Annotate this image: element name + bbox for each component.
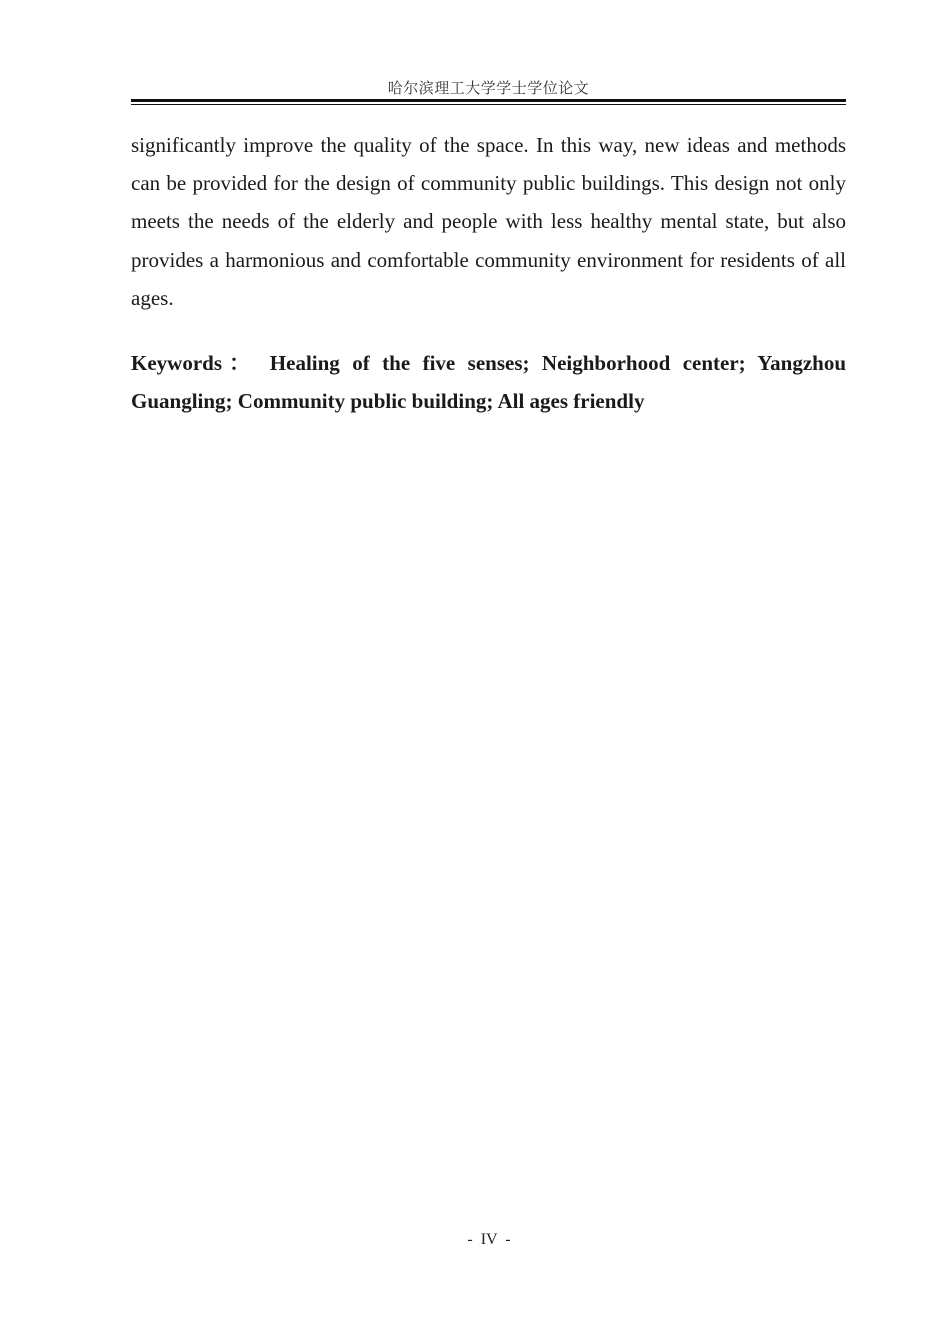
keywords-label: Keywords： (131, 351, 258, 375)
abstract-paragraph: significantly improve the quality of the space. In this way, new ideas and methods can be provided for the design of community public buildings. This design not only meets the needs of the elderly and people with less healthy mental state, but also provides a harmonious and comfortable community environment for residents of all ages. (131, 133, 846, 310)
running-header: 哈尔滨理工大学学士学位论文 (387, 79, 590, 97)
keywords-paragraph (131, 344, 846, 420)
header-double-rule (131, 99, 846, 105)
keywords-list: Healing of the five senses; Neighborhood center; Yangzhou Guangling; Community public building; All ages friendly (131, 351, 846, 414)
page-number: - IV - (467, 1231, 511, 1248)
